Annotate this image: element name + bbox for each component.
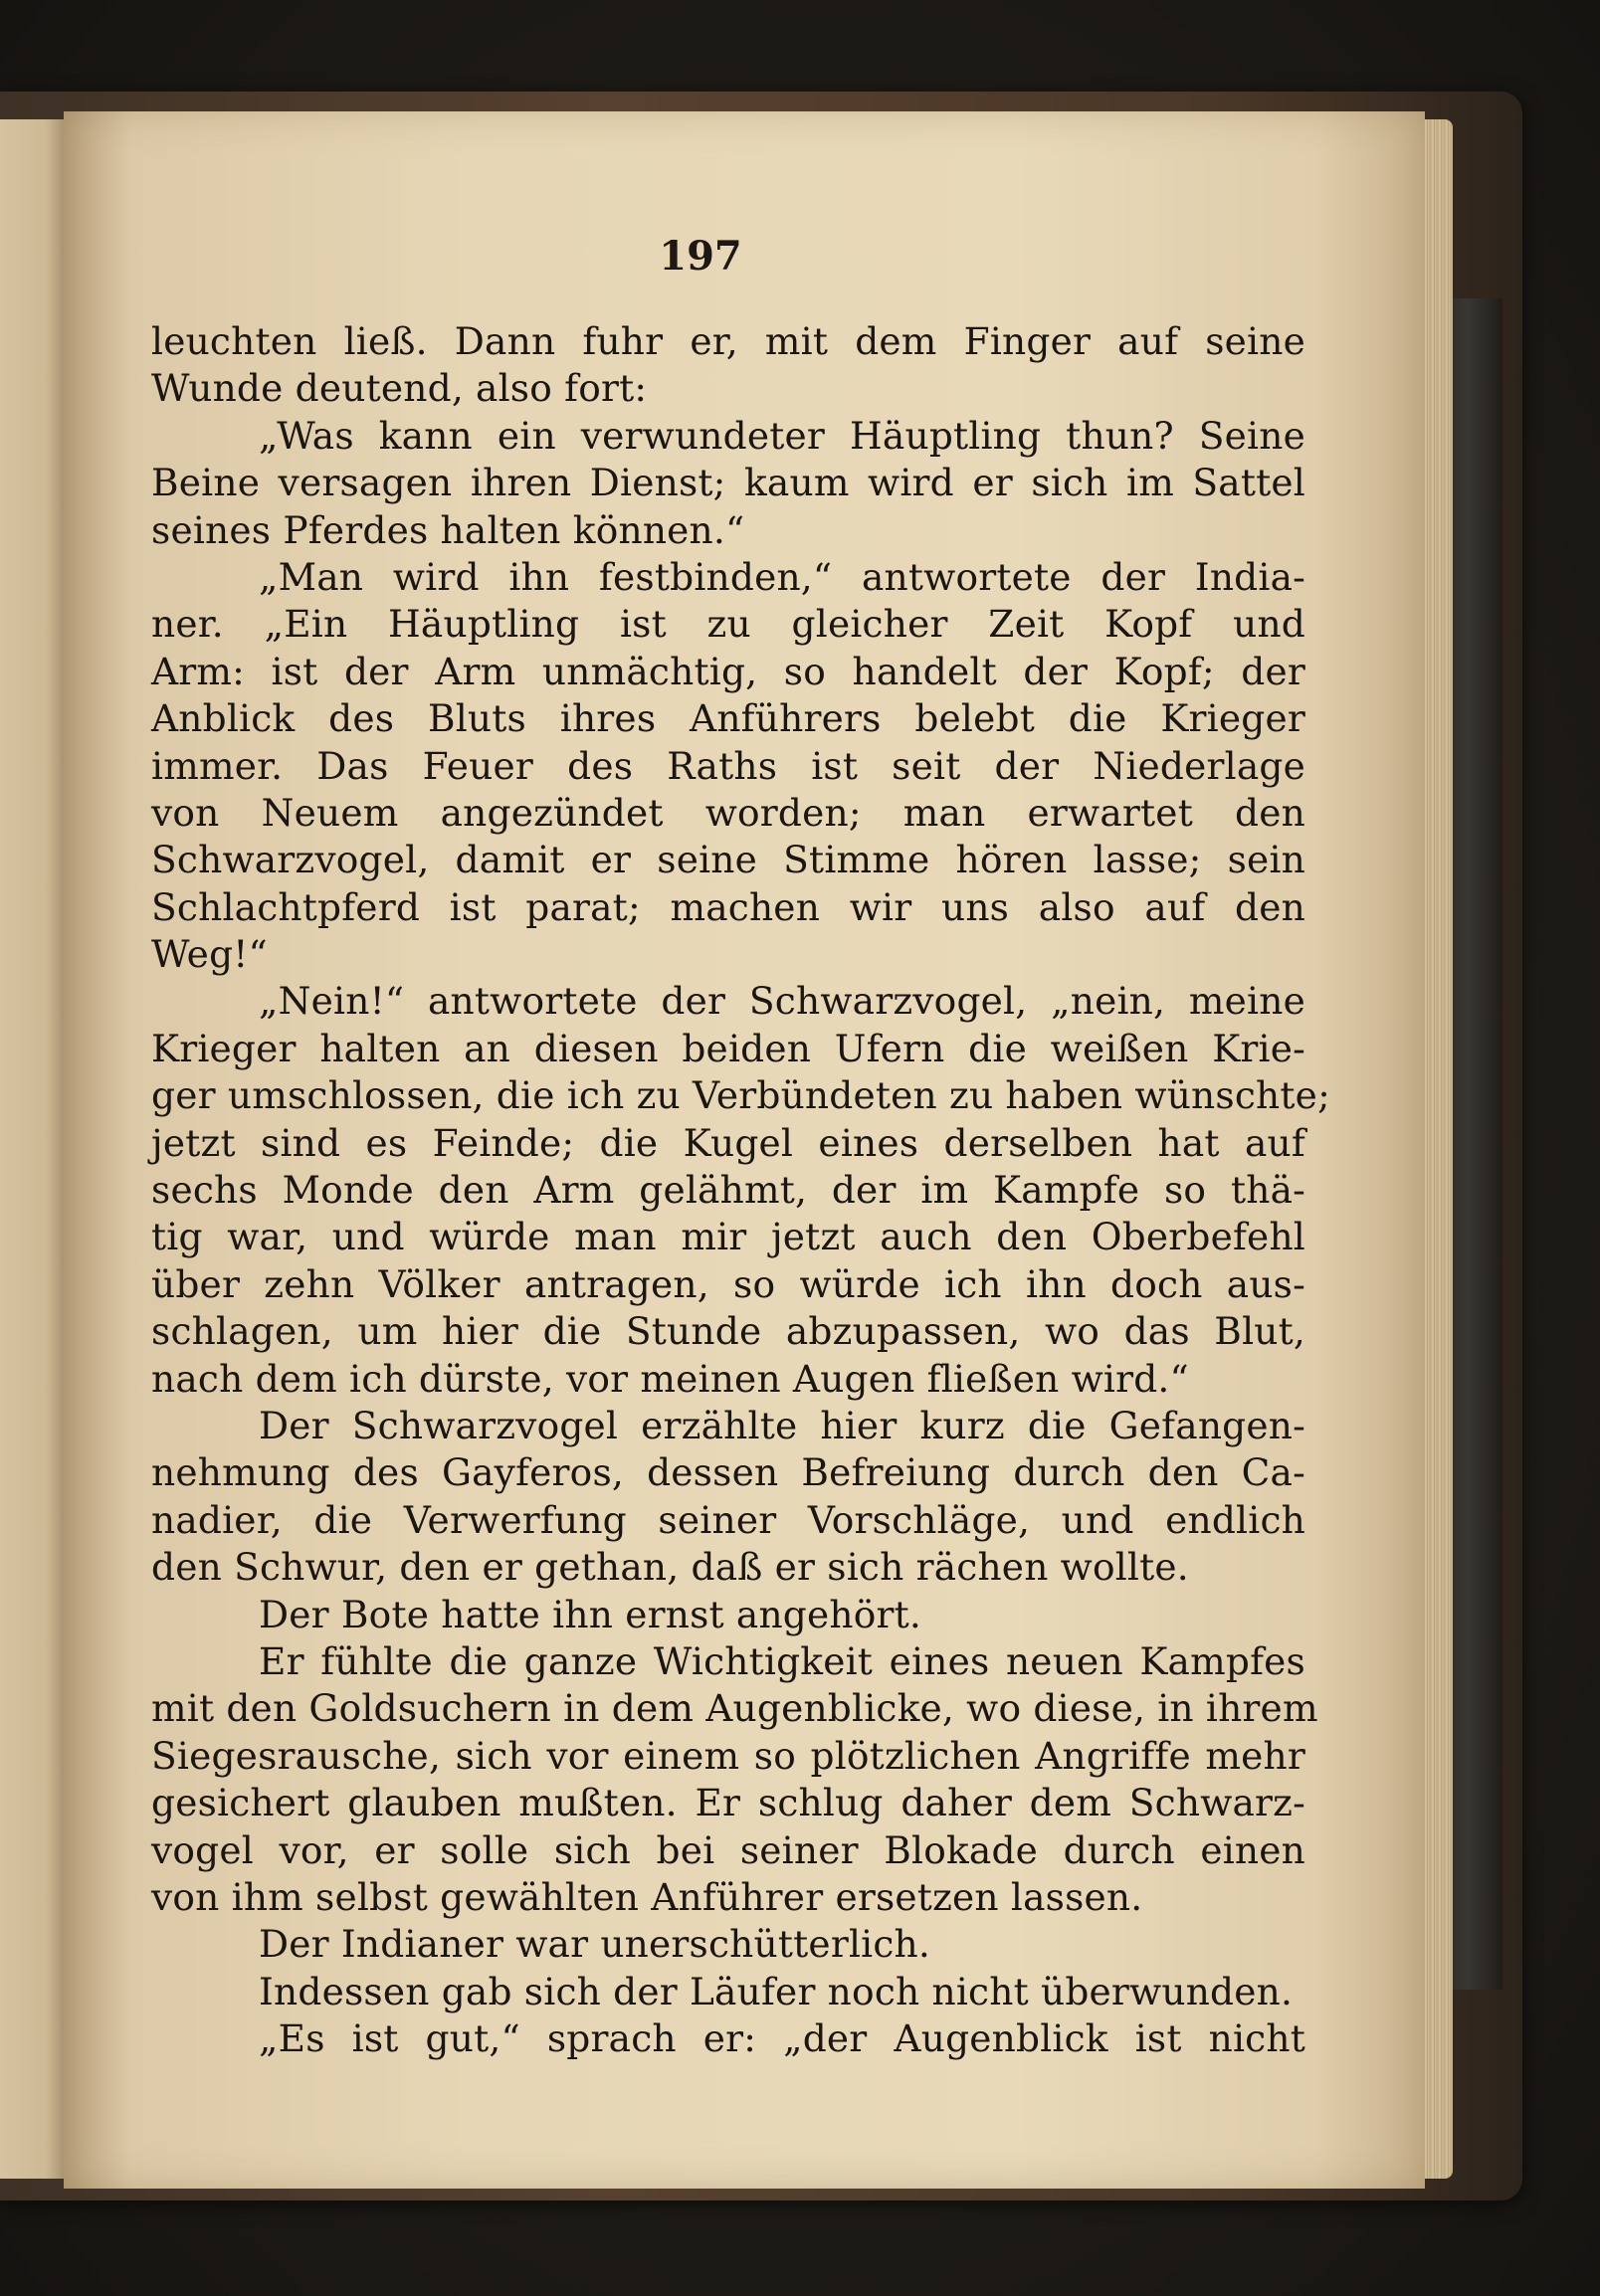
- book-page: [64, 111, 1425, 2189]
- text-line: Beine versagen ihren Dienst; kaum wird er sich im Sattel: [151, 461, 1305, 505]
- text-line: tig war, und würde man mir jetzt auch den Oberbefehl: [151, 1215, 1305, 1259]
- text-line: Der Indianer war unerschütterlich.: [259, 1922, 931, 1967]
- text-line: Weg!“: [151, 932, 268, 977]
- body-text: [151, 318, 1330, 2062]
- text-line: Indessen gab sich der Läufer noch nicht überwunden.: [259, 1969, 1294, 2013]
- text-line: nach dem ich dürste, vor meinen Augen fließen wird.“: [151, 1356, 1189, 1401]
- text-line: jetzt sind es Feinde; die Kugel eines derselben hat auf: [151, 1120, 1305, 1165]
- text-line: Anblick des Bluts ihres Anführers belebt die Krieger: [151, 696, 1305, 741]
- text-line: Krieger halten an diesen beiden Ufern die weißen Krie-: [151, 1026, 1305, 1070]
- text-line: „Es ist gut,“ sprach er: „der Augenblick ist nicht: [259, 2016, 1305, 2061]
- text-line: Schwarzvogel, damit er seine Stimme hören lasse; sein: [151, 838, 1305, 882]
- text-line: Der Schwarzvogel erzählte hier kurz die Gefangen-: [259, 1403, 1305, 1447]
- text-line: seines Pferdes halten können.“: [151, 507, 745, 552]
- text-line: nadier, die Verwerfung seiner Vorschläge, und endlich: [151, 1497, 1305, 1542]
- text-line: ger umschlossen, die ich zu Verbündeten zu haben wünschte;: [151, 1073, 1330, 1118]
- text-line: Schlachtpferd ist parat; machen wir uns also auf den: [151, 884, 1305, 929]
- text-line: von Neuem angezündet worden; man erwartet den: [151, 790, 1305, 835]
- text-line: leuchten ließ. Dann fuhr er, mit dem Finger auf seine: [151, 319, 1305, 363]
- page-number: 197: [659, 233, 742, 280]
- text-line: schlagen, um hier die Stunde abzupassen, wo das Blut,: [151, 1309, 1305, 1354]
- text-line: „Was kann ein verwundeter Häuptling thun? Seine: [259, 413, 1305, 458]
- text-line: Arm: ist der Arm unmächtig, so handelt der Kopf; der: [151, 649, 1305, 693]
- left-page-edge: [0, 119, 66, 2179]
- text-line: sechs Monde den Arm gelähmt, der im Kampfe so thä-: [151, 1168, 1305, 1213]
- text-line: ner. „Ein Häuptling ist zu gleicher Zeit Kopf und: [151, 602, 1305, 647]
- text-line: vogel vor, er solle sich bei seiner Blokade durch einen: [151, 1827, 1305, 1872]
- text-line: mit den Goldsuchern in dem Augenblicke, wo diese, in ihrem: [151, 1686, 1318, 1731]
- text-line: über zehn Völker antragen, so würde ich ihn doch aus-: [151, 1261, 1305, 1306]
- text-line: den Schwur, den er gethan, daß er sich rächen wollte.: [151, 1545, 1189, 1590]
- text-line: Er fühlte die ganze Wichtigkeit eines neuen Kampfes: [259, 1638, 1305, 1683]
- text-line: „Nein!“ antwortete der Schwarzvogel, „nein, meine: [259, 979, 1305, 1024]
- text-line: Der Bote hatte ihn ernst angehört.: [259, 1592, 922, 1636]
- text-line: von ihm selbst gewählten Anführer ersetzen lassen.: [151, 1874, 1143, 1919]
- text-line: nehmung des Gayferos, dessen Befreiung durch den Ca-: [151, 1450, 1305, 1495]
- text-line: „Man wird ihn festbinden,“ antwortete der India-: [259, 554, 1305, 599]
- text-line: immer. Das Feuer des Raths ist seit der Niederlage: [151, 743, 1305, 788]
- text-line: Wunde deutend, also fort:: [151, 366, 648, 411]
- text-line: Siegesrausche, sich vor einem so plötzlichen Angriffe mehr: [151, 1733, 1305, 1778]
- text-line: gesichert glauben mußten. Er schlug daher dem Schwarz-: [151, 1781, 1305, 1825]
